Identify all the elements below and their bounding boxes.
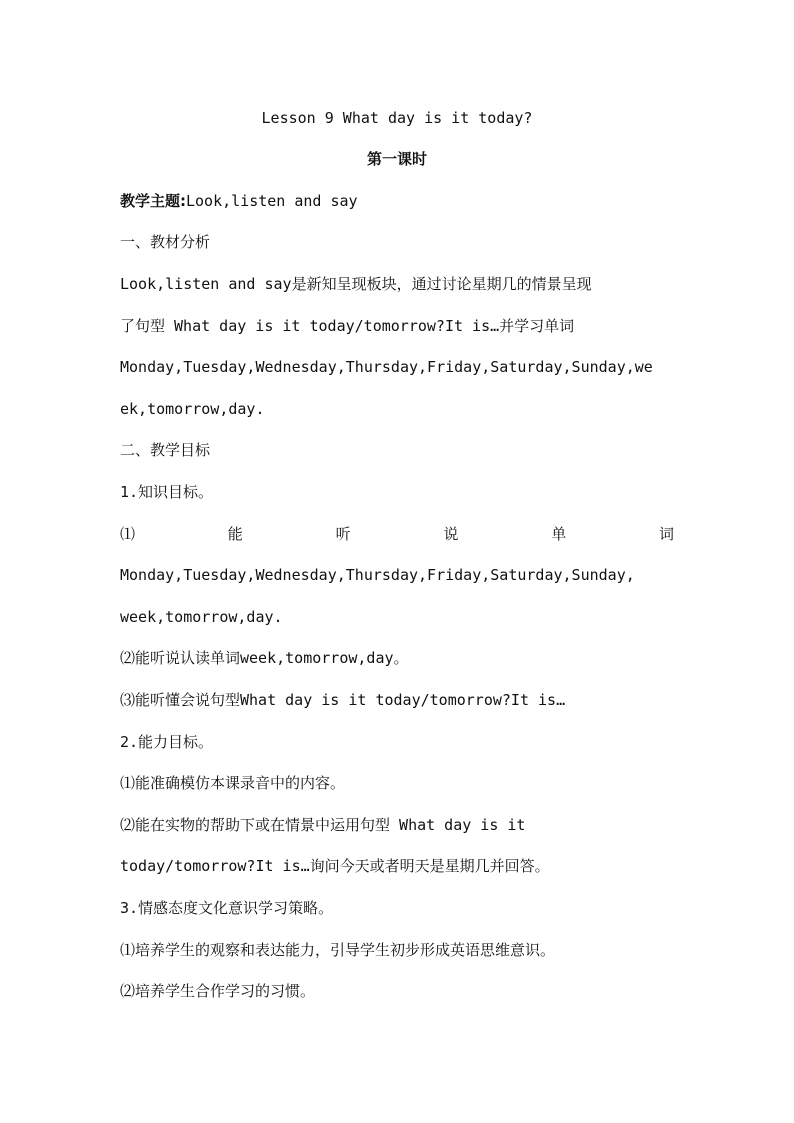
section1-line: Look,listen and say是新知呈现板块，通过讨论星期几的情景呈现 (120, 275, 592, 293)
section1-line: 了句型 What day is it today/tomorrow?It is…并学习单词 (120, 317, 575, 335)
section1-line: Monday,Tuesday,Wednesday,Thursday,Friday,Saturday,Sunday,we (120, 358, 653, 376)
goal3-item2: ⑵培养学生合作学习的习惯。 (120, 982, 316, 1000)
topic-line (120, 189, 674, 213)
goal1-heading: 1.知识目标。 (120, 483, 214, 501)
section2-heading: 二、教学目标 (120, 441, 211, 459)
goal1-item1-word: 词 (658, 525, 674, 543)
topic-value: Look,listen and say (186, 192, 358, 210)
goal1-item1-word: 说 (443, 525, 459, 543)
goal3-item1: ⑴培养学生的观察和表达能力，引导学生初步形成英语思维意识。 (120, 941, 556, 959)
goal1-item1-cont: week,tomorrow,day. (120, 608, 283, 626)
lesson-subtitle: 第一课时 (366, 150, 427, 168)
goal1-item1-word: 能 (227, 525, 243, 543)
goal1-item1-prefix: ⑴ (120, 525, 136, 543)
goal1-item1-cont: Monday,Tuesday,Wednesday,Thursday,Friday,Saturday,Sunday, (120, 566, 635, 584)
goal2-item1: ⑴能准确模仿本课录音中的内容。 (120, 774, 346, 792)
section1-heading: 一、教材分析 (120, 233, 211, 251)
goal1-item1-word: 听 (335, 525, 351, 543)
goal2-heading: 2.能力目标。 (120, 733, 214, 751)
goal2-item2-line: today/tomorrow?It is…询问今天或者明天是星期几并回答。 (120, 857, 550, 875)
section1-line: ek,tomorrow,day. (120, 400, 265, 418)
topic-label: 教学主题: (120, 192, 186, 210)
goal1-item2: ⑵能听说认读单词week,tomorrow,day。 (120, 649, 409, 667)
goal1-item1-word: 单 (551, 525, 567, 543)
goal1-item3: ⑶能听懂会说句型What day is it today/tomorrow?It is… (120, 691, 566, 709)
goal1-item1-line (120, 522, 674, 546)
goal3-heading: 3.情感态度文化意识学习策略。 (120, 899, 334, 917)
goal2-item2-line: ⑵能在实物的帮助下或在情景中运用句型 What day is it (120, 816, 526, 834)
page-title: Lesson 9 What day is it today? (261, 109, 533, 127)
